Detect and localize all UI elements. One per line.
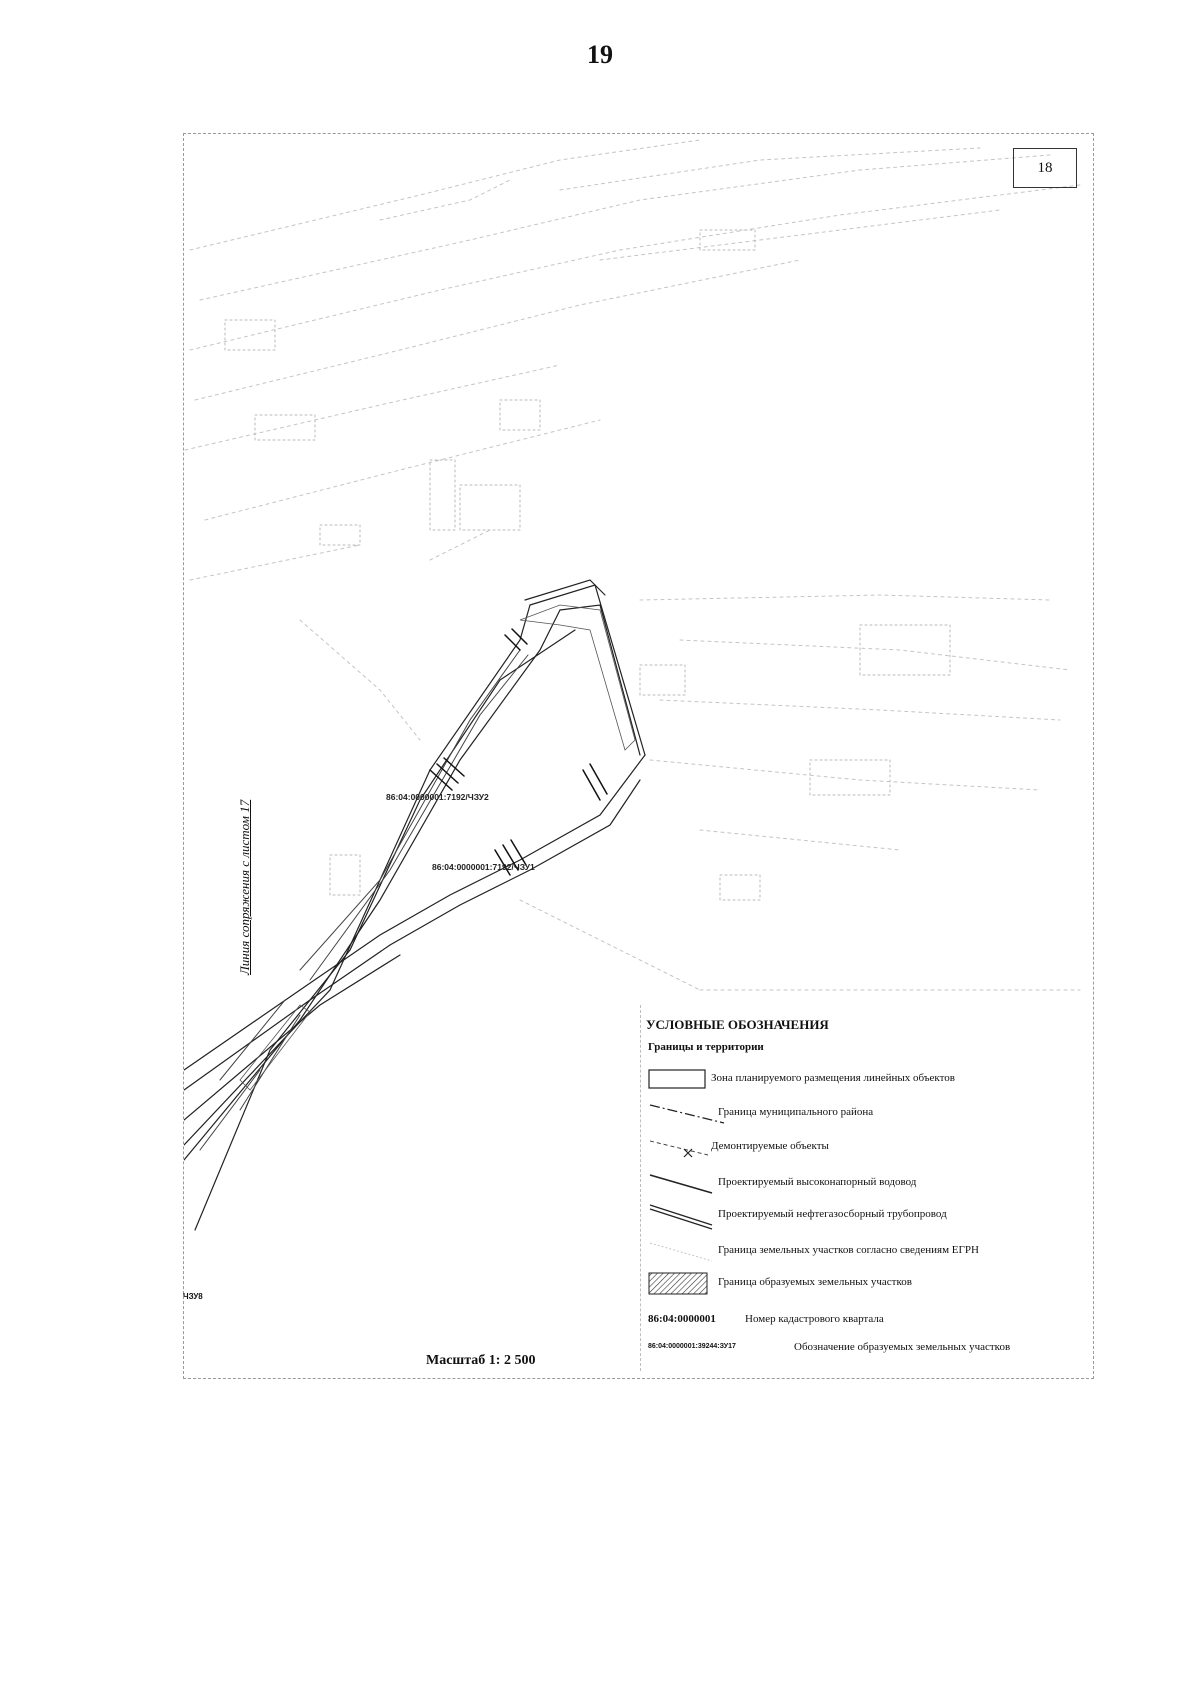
- legend-item-parcel: [648, 1335, 1088, 1361]
- faint-line-icon: [648, 1239, 718, 1265]
- rectangle-outline-icon: [648, 1067, 708, 1091]
- legend-item-label: Граница муниципального района: [718, 1106, 874, 1118]
- map-scale: Масштаб 1: 2 500: [426, 1353, 536, 1368]
- legend-item: [648, 1067, 1088, 1093]
- legend-item: [648, 1171, 1088, 1197]
- sheet-junction-line-label: Линия сопряжения с листом 17: [237, 799, 252, 975]
- pipeline-corridor: [184, 580, 645, 1230]
- pipeline-crossings: [430, 629, 607, 875]
- cadastral-quarter-code: 86:04:0000001: [648, 1313, 716, 1325]
- background-parcel-lines: [185, 140, 1080, 990]
- legend-item-label: Граница земельных участков согласно сведениям ЕГРН: [718, 1244, 979, 1256]
- legend-item: [648, 1239, 1088, 1265]
- legend-item-label: Проектируемый нефтегазосборный трубопровод: [718, 1208, 947, 1220]
- legend-item: [648, 1203, 1088, 1229]
- background-parcel-blocks: [225, 230, 950, 900]
- cross-line-icon: [648, 1135, 718, 1161]
- legend-item-quarter: [648, 1308, 1088, 1334]
- legend-item-label: Граница образуемых земельных участков: [718, 1276, 912, 1288]
- double-line-icon: [648, 1203, 718, 1231]
- sheet-number-box: 18: [1013, 148, 1077, 188]
- legend-item-label: Обозначение образуемых земельных участков: [794, 1341, 1011, 1353]
- hatched-rectangle-icon: [648, 1271, 712, 1297]
- legend-subtitle: Границы и территории: [648, 1041, 764, 1053]
- legend-item-label: Номер кадастрового квартала: [745, 1313, 884, 1325]
- solid-line-icon: [648, 1171, 718, 1197]
- legend: [640, 1005, 1091, 1371]
- dash-dot-line-icon: [648, 1101, 728, 1127]
- parcel-hatching: [240, 605, 635, 1090]
- legend-item: [648, 1101, 1088, 1127]
- legend-item-label: Проектируемый высоконапорный водовод: [718, 1176, 917, 1188]
- parcel-label: 86:04:0000001:7192/ЧЗУ1: [432, 862, 535, 872]
- page-number: 19: [587, 40, 613, 69]
- legend-item: [648, 1135, 1088, 1161]
- legend-item-label: Зона планируемого размещения линейных объектов: [711, 1072, 955, 1084]
- legend-item: [648, 1271, 1088, 1297]
- legend-title: УСЛОВНЫЕ ОБОЗНАЧЕНИЯ: [646, 1017, 829, 1032]
- legend-item-label: Демонтируемые объекты: [711, 1140, 829, 1152]
- parcel-designation-code: 86:04:0000001:39244:ЗУ17: [648, 1343, 736, 1350]
- parcel-label: 86:04:0000001:7192/ЧЗУ2: [386, 792, 489, 802]
- parcel-label-edge: ЧЗУ8: [183, 1292, 203, 1301]
